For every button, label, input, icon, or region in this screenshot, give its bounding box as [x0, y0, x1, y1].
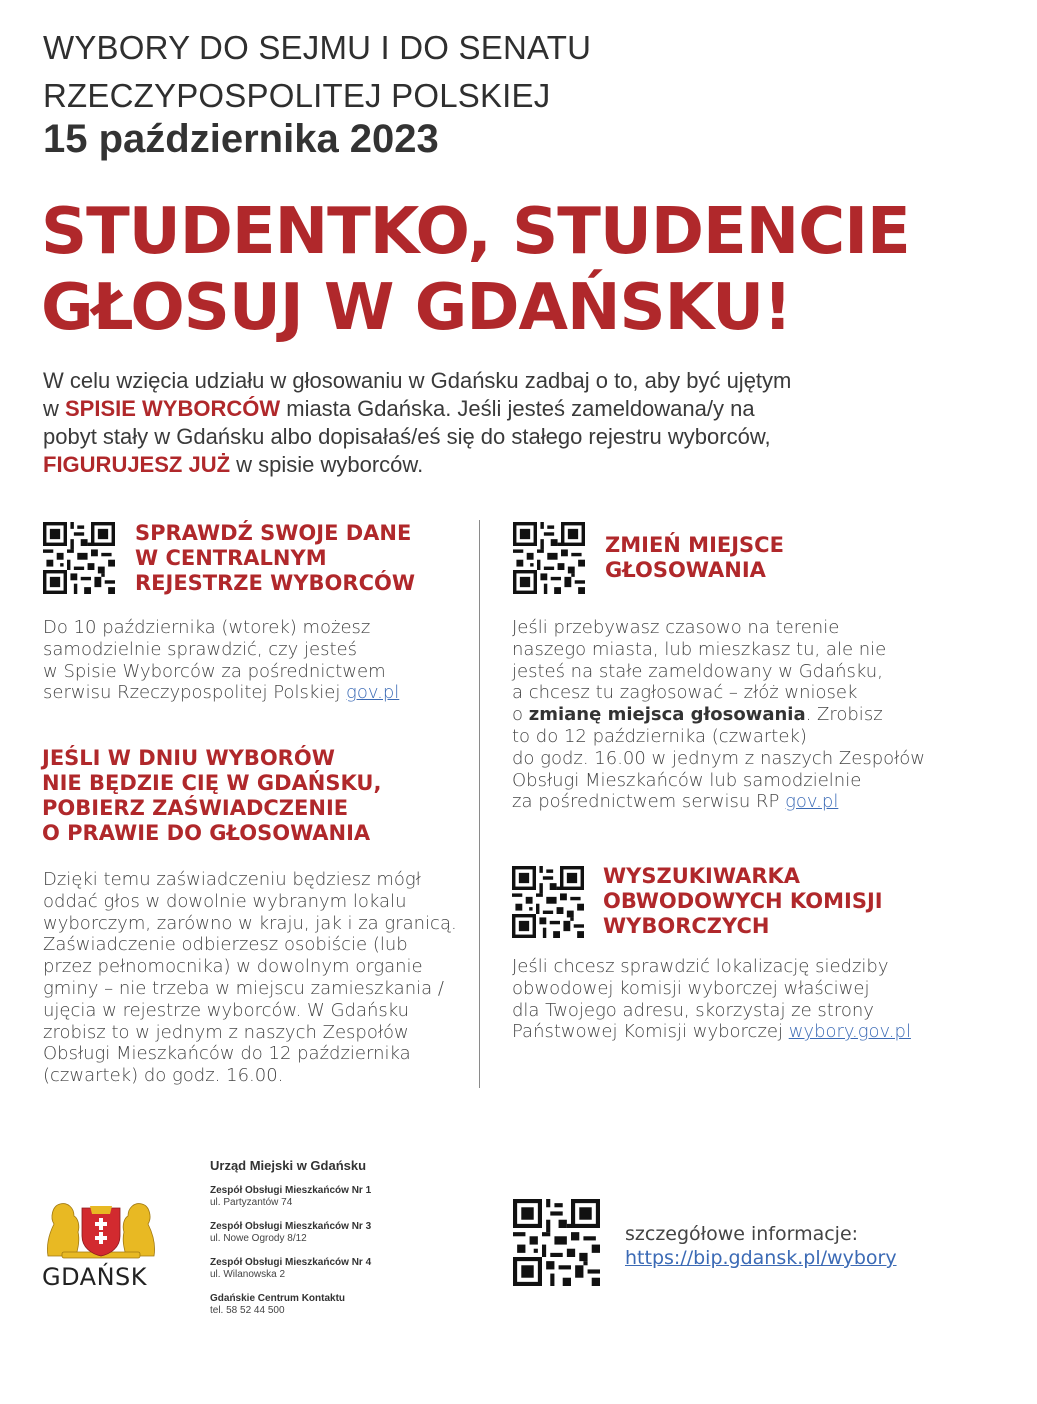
title-line: SPRAWDŹ SWOJE DANE — [135, 521, 412, 545]
intro-text: w spisie wyborców. — [230, 452, 424, 477]
body-text: . Zrobisz — [805, 704, 883, 726]
gdansk-coat-of-arms-logo — [40, 1196, 162, 1262]
election-title — [43, 24, 591, 120]
intro-highlight: FIGURUJESZ JUŻ — [43, 452, 231, 477]
title-line: REJESTRZE WYBORCÓW — [135, 571, 416, 595]
office-name: Zespół Obsługi Mieszkańców Nr 3 — [210, 1221, 372, 1232]
body-line: Zaświadczenie odbierzesz osobiście (lub — [43, 934, 408, 956]
intro-line — [43, 451, 943, 479]
section-body-change-place — [512, 617, 925, 813]
headline-line2: GŁOSUJ W GDAŃSKU! — [41, 271, 792, 345]
qr-code-check-register[interactable] — [43, 522, 115, 594]
headline — [41, 194, 910, 346]
title-line: GŁOSOWANIA — [605, 558, 766, 582]
intro-text: w — [43, 396, 65, 421]
body-line: Obsługi Mieszkańców lub samodzielnie — [512, 769, 862, 791]
office-address: tel. 58 52 44 500 — [210, 1305, 285, 1316]
body-line — [512, 791, 925, 813]
intro-highlight: SPISIE WYBORCÓW — [65, 396, 281, 421]
section-body-check-register — [43, 617, 399, 704]
body-line: naszego miasta, lub mieszkasz tu, ale nie — [512, 638, 887, 660]
section-title-certificate — [42, 746, 381, 846]
office-name: Zespół Obsługi Mieszkańców Nr 4 — [210, 1257, 372, 1268]
body-line: (czwartek) do godz. 16.00. — [43, 1065, 284, 1087]
office-address: ul. Wilanowska 2 — [210, 1269, 286, 1280]
body-line — [512, 704, 925, 726]
qr-code-more-info[interactable] — [513, 1199, 600, 1286]
body-line: zrobisz to w jednym z naszych Zespołów — [43, 1021, 409, 1043]
column-divider — [479, 520, 480, 1088]
title-line: NIE BĘDZIE CIĘ W GDAŃSKU, — [42, 771, 382, 795]
section-title-check-register — [135, 521, 415, 596]
body-line: jesteś na stałe zameldowany w Gdańsku, — [512, 660, 883, 682]
bip-gdansk-link[interactable]: https://bip.gdansk.pl/wybory — [625, 1247, 897, 1269]
gov-pl-link[interactable]: gov.pl — [346, 682, 400, 704]
body-text: o — [512, 704, 529, 726]
body-line: do godz. 16.00 w jednym z naszych Zespołów — [512, 747, 925, 769]
body-line: Do 10 października (wtorek) możesz — [43, 617, 371, 638]
body-line: wyborczym, zarówno w kraju, jak i za granicą. — [43, 912, 457, 934]
body-line: obwodowej komisji wyborczej właściwej — [512, 977, 870, 999]
title-line: OBWODOWYCH KOMISJI — [603, 889, 883, 913]
wybory-gov-pl-link[interactable]: wybory.gov.pl — [788, 1021, 911, 1043]
body-line: przez pełnomocnika) w dowolnym organie — [43, 956, 423, 978]
section-body-search-commissions — [512, 956, 911, 1043]
election-date: 15 października 2023 — [43, 117, 439, 161]
body-line: dla Twojego adresu, skorzystaj ze strony — [512, 999, 874, 1021]
body-line: oddać głos w dowolnie wybranym lokalu — [43, 890, 407, 912]
election-title-line2: RZECZYPOSPOLITEJ POLSKIEJ — [43, 77, 551, 114]
body-line — [512, 1021, 911, 1043]
office-item — [210, 1293, 371, 1317]
body-text: Państwowej Komisji wyborczej — [512, 1021, 789, 1043]
qr-code-search-commissions[interactable] — [512, 866, 584, 938]
body-line: a chcesz tu zagłosować – złóż wniosek — [512, 682, 858, 704]
election-title-line1: WYBORY DO SEJMU I DO SENATU — [43, 29, 592, 66]
intro-line: pobyt stały w Gdańsku albo dopisałaś/eś się do stałego rejestru wyborców, — [43, 424, 771, 449]
office-item — [210, 1185, 371, 1209]
gov-pl-link[interactable]: gov.pl — [785, 791, 839, 813]
body-line: samodzielnie sprawdzić, czy jesteś — [43, 638, 357, 660]
qr-code-change-place[interactable] — [513, 522, 585, 594]
office-item — [210, 1257, 371, 1281]
section-title-change-place — [605, 533, 784, 583]
title-line: ZMIEŃ MIEJSCE — [605, 533, 784, 557]
headline-line1: STUDENTKO, STUDENCIE — [41, 195, 910, 269]
body-line: gminy – nie trzeba w miejscu zamieszkania / — [43, 977, 444, 999]
office-item — [210, 1221, 371, 1245]
more-info — [625, 1222, 897, 1270]
office-address: ul. Nowe Ogrody 8/12 — [210, 1233, 307, 1244]
title-line: WYSZUKIWARKA — [603, 864, 801, 888]
body-line: Obsługi Mieszkańców do 12 października — [43, 1043, 411, 1065]
intro-line: W celu wzięcia udziału w głosowaniu w Gdańsku zadbaj o to, aby być ujętym — [43, 368, 792, 393]
body-line — [43, 682, 399, 704]
office-title: Urząd Miejski w Gdańsku — [210, 1158, 367, 1173]
office-list — [210, 1158, 371, 1317]
title-line: O PRAWIE DO GŁOSOWANIA — [42, 821, 371, 845]
title-line: W CENTRALNYM — [135, 546, 327, 570]
title-line: POBIERZ ZAŚWIADCZENIE — [42, 796, 349, 820]
office-name: Gdańskie Centrum Kontaktu — [210, 1293, 346, 1304]
body-line: Dzięki temu zaświadczeniu będziesz mógł — [43, 869, 421, 890]
office-name: Zespół Obsługi Mieszkańców Nr 1 — [210, 1185, 372, 1196]
title-line: WYBORCZYCH — [603, 914, 770, 938]
body-line: w Spisie Wyborców za pośrednictwem — [43, 660, 386, 682]
title-line: JEŚLI W DNIU WYBORÓW — [42, 746, 335, 770]
more-info-label: szczegółowe informacje: — [625, 1223, 859, 1245]
section-body-certificate — [43, 869, 457, 1087]
intro-line — [43, 395, 943, 423]
body-bold: zmianę miejsca głosowania — [528, 704, 806, 726]
section-title-search-commissions — [603, 864, 883, 939]
office-address: ul. Partyzantów 74 — [210, 1197, 293, 1208]
intro-text: miasta Gdańska. Jeśli jesteś zameldowana/y na — [280, 396, 755, 421]
body-line: to do 12 października (czwartek) — [512, 725, 807, 747]
body-line: Jeśli chcesz sprawdzić lokalizację siedziby — [512, 956, 889, 977]
body-line: ujęcia w rejestrze wyborców. W Gdańsku — [43, 999, 410, 1021]
body-text: za pośrednictwem serwisu RP — [512, 791, 786, 813]
body-line: Jeśli przebywasz czasowo na terenie — [512, 617, 840, 638]
body-text: serwisu Rzeczypospolitej Polskiej — [43, 682, 347, 704]
gdansk-logo-text: GDAŃSK — [42, 1263, 147, 1291]
intro-paragraph — [43, 367, 943, 479]
